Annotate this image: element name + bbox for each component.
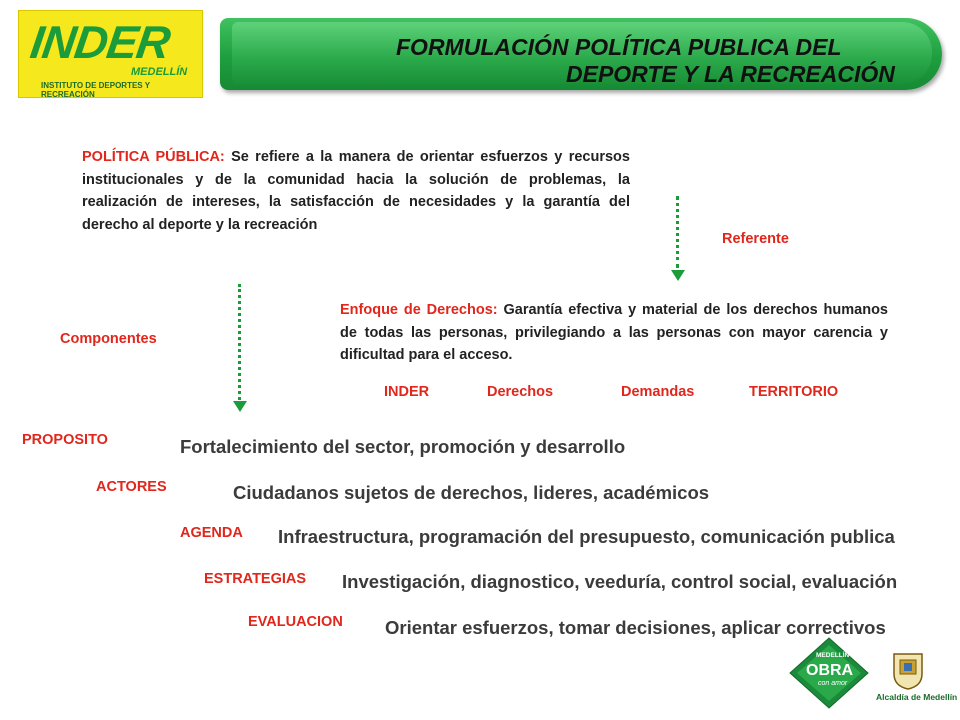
keyword-territorio: TERRITORIO: [749, 384, 839, 400]
seal-main-text: OBRA: [806, 662, 854, 679]
title-line-1: FORMULACIÓN POLÍTICA PUBLICA DEL: [396, 34, 842, 60]
keyword-demandas: Demandas: [621, 384, 695, 400]
enfoque-derechos-term: Enfoque de Derechos:: [340, 302, 498, 318]
component-label-evaluacion: EVALUACION: [248, 614, 343, 630]
component-label-estrategias: ESTRATEGIAS: [204, 571, 307, 587]
componentes-arrow-line: [238, 284, 241, 400]
seal-top-text: MEDELLÍN: [816, 652, 850, 659]
politica-publica-term: POLÍTICA PÚBLICA:: [82, 149, 225, 165]
component-text-agenda: Infraestructura, programación del presupuesto, comunicación publica: [278, 526, 895, 547]
component-label-proposito: PROPOSITO: [22, 432, 108, 448]
politica-publica-text: Se refiere a la manera de orientar esfuerzos y recursos institucionales y de la comunidad hacia la solución de problemas, la realización de intereses, la satisfacción de necesidades y la garantía del derecho al deporte y la recreación: [82, 149, 630, 233]
keyword-derechos: Derechos: [487, 384, 554, 400]
politica-publica-paragraph: [82, 146, 630, 236]
logo-tagline: INSTITUTO DE DEPORTES Y RECREACIÓN: [41, 81, 150, 99]
logo-city: MEDELLÍN: [131, 66, 188, 78]
title-line-2: DEPORTE Y LA RECREACIÓN: [566, 61, 895, 87]
alcaldia-crest-icon: [884, 650, 932, 690]
medellin-obra-seal: [788, 636, 870, 710]
componentes-arrow-head-icon: [233, 401, 247, 412]
keyword-inder: INDER: [384, 384, 430, 400]
logo-name: INDER: [27, 16, 173, 68]
referente-label: Referente: [722, 231, 789, 247]
alcaldia-label: Alcaldía de Medellín: [876, 692, 958, 702]
componentes-label: Componentes: [60, 331, 157, 347]
enfoque-derechos-paragraph: [340, 299, 888, 367]
component-label-agenda: AGENDA: [180, 525, 243, 541]
seal-sub-text: con amor: [818, 680, 848, 687]
inder-logo: [18, 10, 203, 98]
referente-arrow-head-icon: [671, 270, 685, 281]
component-text-estrategias: Investigación, diagnostico, veeduría, control social, evaluación: [342, 571, 898, 592]
component-text-proposito: Fortalecimiento del sector, promoción y desarrollo: [180, 436, 626, 457]
component-text-evaluacion: Orientar esfuerzos, tomar decisiones, aplicar correctivos: [385, 617, 886, 638]
component-label-actores: ACTORES: [96, 479, 167, 495]
enfoque-derechos-text: Garantía efectiva y material de los derechos humanos de todas las personas, privilegiando a las personas con mayor carencia y dificultad para el acceso.: [340, 302, 888, 363]
referente-arrow-line: [676, 196, 679, 268]
component-text-actores: Ciudadanos sujetos de derechos, lideres, académicos: [233, 482, 710, 503]
